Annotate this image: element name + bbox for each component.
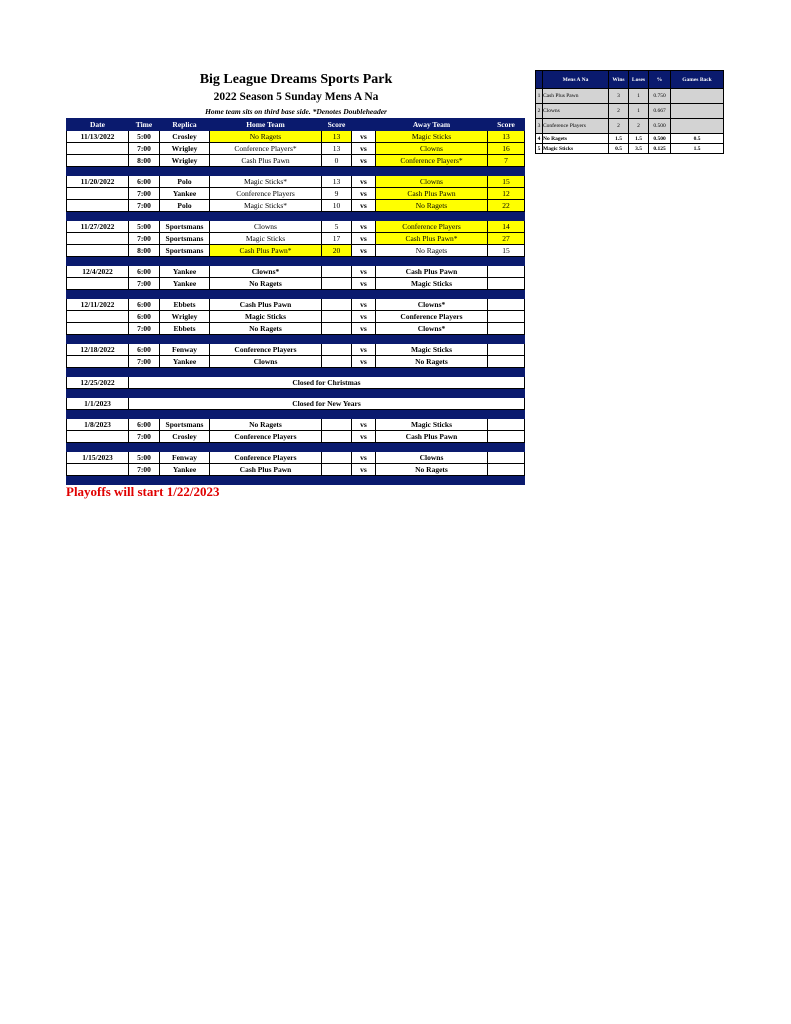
home-team-cell: Cash Plus Pawn — [210, 155, 322, 167]
standings-loses-cell: 1 — [629, 104, 649, 119]
game-time-cell: 6:00 — [129, 176, 160, 188]
away-score-cell — [488, 344, 525, 356]
home-team-cell: Magic Sticks — [210, 233, 322, 245]
game-time-cell: 7:00 — [129, 143, 160, 155]
col-home-score-header: Score — [322, 119, 352, 131]
standings-loses-cell: 1.5 — [629, 134, 649, 144]
game-date-cell — [67, 245, 129, 257]
away-team-cell: Clowns — [376, 452, 488, 464]
vs-cell: vs — [352, 419, 376, 431]
away-team-cell: Clowns* — [376, 323, 488, 335]
vs-cell: vs — [352, 245, 376, 257]
standings-wins-cell: 3 — [609, 89, 629, 104]
away-score-cell — [488, 311, 525, 323]
vs-cell: vs — [352, 452, 376, 464]
away-score-cell: 16 — [488, 143, 525, 155]
vs-cell: vs — [352, 200, 376, 212]
game-row — [67, 188, 525, 200]
standings-games-back-cell: 1.5 — [671, 144, 724, 154]
home-team-cell: Clowns — [210, 221, 322, 233]
col-time-header: Time — [129, 119, 160, 131]
game-replica-cell: Wrigley — [160, 311, 210, 323]
game-time-cell: 7:00 — [129, 431, 160, 443]
game-replica-cell: Sportsmans — [160, 419, 210, 431]
week-separator — [67, 290, 525, 299]
vs-cell: vs — [352, 323, 376, 335]
game-row — [67, 176, 525, 188]
game-date-cell: 11/27/2022 — [67, 221, 129, 233]
game-replica-cell: Yankee — [160, 464, 210, 476]
home-team-cell: Clowns — [210, 356, 322, 368]
game-date-cell — [67, 323, 129, 335]
away-team-cell: No Ragets — [376, 356, 488, 368]
game-row — [67, 464, 525, 476]
standings-row — [536, 144, 724, 154]
standings-pct-cell: 0.125 — [649, 144, 671, 154]
vs-cell: vs — [352, 176, 376, 188]
home-team-cell: Cash Plus Pawn — [210, 299, 322, 311]
home-team-cell: Conference Players — [210, 431, 322, 443]
col-date-header: Date — [67, 119, 129, 131]
game-date-cell — [67, 431, 129, 443]
away-score-cell: 13 — [488, 131, 525, 143]
away-score-cell — [488, 431, 525, 443]
game-time-cell: 6:00 — [129, 344, 160, 356]
standings-games-back-cell — [671, 119, 724, 134]
away-team-cell: Conference Players — [376, 311, 488, 323]
game-replica-cell: Wrigley — [160, 155, 210, 167]
week-separator-bar — [67, 410, 525, 419]
game-time-cell: 7:00 — [129, 356, 160, 368]
home-team-cell: Cash Plus Pawn — [210, 464, 322, 476]
game-replica-cell: Polo — [160, 176, 210, 188]
standings-team-cell: Magic Sticks — [543, 144, 609, 154]
away-score-cell: 7 — [488, 155, 525, 167]
vs-cell: vs — [352, 464, 376, 476]
home-team-cell: Conference Players — [210, 452, 322, 464]
week-separator — [67, 167, 525, 176]
home-score-cell: 17 — [322, 233, 352, 245]
home-team-cell: Magic Sticks* — [210, 200, 322, 212]
home-score-cell — [322, 431, 352, 443]
standings-loses-header: Loses — [629, 71, 649, 89]
game-replica-cell: Sportsmans — [160, 233, 210, 245]
away-team-cell: No Ragets — [376, 464, 488, 476]
vs-cell: vs — [352, 344, 376, 356]
home-team-cell: Cash Plus Pawn* — [210, 245, 322, 257]
game-replica-cell: Yankee — [160, 188, 210, 200]
away-score-cell — [488, 266, 525, 278]
home-score-cell: 10 — [322, 200, 352, 212]
standings-games-back-cell — [671, 104, 724, 119]
home-team-cell: No Ragets — [210, 131, 322, 143]
week-separator-bar — [67, 257, 525, 266]
vs-cell: vs — [352, 311, 376, 323]
closed-reason-cell: Closed for Christmas — [129, 377, 525, 389]
home-score-cell — [322, 299, 352, 311]
standings-pct-header: % — [649, 71, 671, 89]
game-row — [67, 344, 525, 356]
game-time-cell: 7:00 — [129, 233, 160, 245]
standings-wins-cell: 1.5 — [609, 134, 629, 144]
vs-cell: vs — [352, 266, 376, 278]
standings-team-cell: Clowns — [543, 104, 609, 119]
away-team-cell: Magic Sticks — [376, 419, 488, 431]
game-date-cell: 11/13/2022 — [67, 131, 129, 143]
game-time-cell: 5:00 — [129, 131, 160, 143]
game-row — [67, 221, 525, 233]
game-row — [67, 131, 525, 143]
week-separator — [67, 368, 525, 377]
game-replica-cell: Sportsmans — [160, 245, 210, 257]
vs-cell: vs — [352, 233, 376, 245]
game-replica-cell: Ebbets — [160, 323, 210, 335]
standings-row — [536, 119, 724, 134]
away-score-cell: 14 — [488, 221, 525, 233]
standings-wins-cell: 2 — [609, 104, 629, 119]
home-score-cell: 5 — [322, 221, 352, 233]
game-time-cell: 5:00 — [129, 221, 160, 233]
home-team-cell: No Ragets — [210, 278, 322, 290]
home-score-cell — [322, 311, 352, 323]
vs-cell: vs — [352, 131, 376, 143]
home-score-cell: 9 — [322, 188, 352, 200]
standings-rank-cell: 1 — [536, 89, 543, 104]
game-date-cell — [67, 233, 129, 245]
standings-row — [536, 104, 724, 119]
schedule-table — [66, 118, 525, 485]
standings-pct-cell: 0.500 — [649, 134, 671, 144]
away-team-cell: No Ragets — [376, 245, 488, 257]
game-row — [67, 155, 525, 167]
vs-cell: vs — [352, 356, 376, 368]
standings-row — [536, 134, 724, 144]
home-score-cell — [322, 278, 352, 290]
game-date-cell: 12/18/2022 — [67, 344, 129, 356]
standings-pct-cell: 0.667 — [649, 104, 671, 119]
away-score-cell: 12 — [488, 188, 525, 200]
away-team-cell: Cash Plus Pawn* — [376, 233, 488, 245]
away-score-cell: 22 — [488, 200, 525, 212]
vs-cell: vs — [352, 299, 376, 311]
game-row — [67, 299, 525, 311]
game-replica-cell: Yankee — [160, 278, 210, 290]
away-team-cell: Clowns* — [376, 299, 488, 311]
game-row — [67, 278, 525, 290]
game-time-cell: 7:00 — [129, 188, 160, 200]
away-team-cell: Cash Plus Pawn — [376, 188, 488, 200]
game-row — [67, 419, 525, 431]
standings-table — [535, 70, 724, 154]
col-away-score-header: Score — [488, 119, 525, 131]
week-separator-bar — [67, 290, 525, 299]
week-separator — [67, 389, 525, 398]
closed-date-cell: 1/1/2023 — [67, 398, 129, 410]
home-score-cell: 13 — [322, 143, 352, 155]
week-separator — [67, 257, 525, 266]
page-subtitle: 2022 Season 5 Sunday Mens A Na — [213, 91, 379, 103]
game-replica-cell: Fenway — [160, 452, 210, 464]
game-date-cell — [67, 311, 129, 323]
schedule-header-row — [67, 119, 525, 131]
home-score-cell: 0 — [322, 155, 352, 167]
game-row — [67, 452, 525, 464]
home-score-cell — [322, 344, 352, 356]
home-team-cell: No Ragets — [210, 323, 322, 335]
game-time-cell: 8:00 — [129, 155, 160, 167]
game-date-cell — [67, 278, 129, 290]
home-score-cell — [322, 419, 352, 431]
away-team-cell: Magic Sticks — [376, 344, 488, 356]
away-score-cell — [488, 419, 525, 431]
col-home-team-header: Home Team — [210, 119, 322, 131]
game-time-cell: 6:00 — [129, 311, 160, 323]
home-team-cell: Clowns* — [210, 266, 322, 278]
week-separator-bar — [67, 368, 525, 377]
closed-row — [67, 377, 525, 389]
week-separator-bar — [67, 389, 525, 398]
game-date-cell — [67, 188, 129, 200]
home-score-cell — [322, 452, 352, 464]
standings-games-back-cell — [671, 89, 724, 104]
home-score-cell: 20 — [322, 245, 352, 257]
standings-games-back-header: Games Back — [671, 71, 724, 89]
game-date-cell: 1/8/2023 — [67, 419, 129, 431]
closed-date-cell: 12/25/2022 — [67, 377, 129, 389]
game-time-cell: 6:00 — [129, 266, 160, 278]
standings-body — [536, 89, 724, 154]
standings-rank-cell: 4 — [536, 134, 543, 144]
standings-rank-cell: 3 — [536, 119, 543, 134]
week-separator — [67, 410, 525, 419]
standings-rank-cell: 2 — [536, 104, 543, 119]
game-time-cell: 7:00 — [129, 200, 160, 212]
game-replica-cell: Polo — [160, 200, 210, 212]
game-date-cell — [67, 356, 129, 368]
vs-cell: vs — [352, 155, 376, 167]
away-score-cell — [488, 464, 525, 476]
closed-row — [67, 398, 525, 410]
game-replica-cell: Crosley — [160, 431, 210, 443]
standings-header-row — [536, 71, 724, 89]
vs-cell: vs — [352, 431, 376, 443]
standings-team-cell: Cash Plus Pawn — [543, 89, 609, 104]
home-score-cell — [322, 323, 352, 335]
away-score-cell: 15 — [488, 176, 525, 188]
game-time-cell: 5:00 — [129, 452, 160, 464]
game-replica-cell: Crosley — [160, 131, 210, 143]
week-separator-bar — [67, 443, 525, 452]
away-score-cell: 15 — [488, 245, 525, 257]
game-replica-cell: Ebbets — [160, 299, 210, 311]
game-date-cell — [67, 464, 129, 476]
standings-wins-header: Wins — [609, 71, 629, 89]
week-separator-bar — [67, 212, 525, 221]
away-team-cell: Clowns — [376, 143, 488, 155]
away-score-cell: 27 — [488, 233, 525, 245]
week-separator-bar — [67, 335, 525, 344]
game-replica-cell: Sportsmans — [160, 221, 210, 233]
game-date-cell: 1/15/2023 — [67, 452, 129, 464]
vs-cell: vs — [352, 221, 376, 233]
game-date-cell — [67, 200, 129, 212]
game-row — [67, 323, 525, 335]
vs-cell: vs — [352, 143, 376, 155]
home-score-cell — [322, 356, 352, 368]
home-team-cell: Magic Sticks* — [210, 176, 322, 188]
home-score-cell: 13 — [322, 131, 352, 143]
game-date-cell — [67, 155, 129, 167]
standings-team-header: Mens A Na — [543, 71, 609, 89]
home-team-cell: No Ragets — [210, 419, 322, 431]
closed-reason-cell: Closed for New Years — [129, 398, 525, 410]
week-separator — [67, 443, 525, 452]
away-score-cell — [488, 356, 525, 368]
standings-pct-cell: 0.750 — [649, 89, 671, 104]
game-row — [67, 200, 525, 212]
away-score-cell — [488, 299, 525, 311]
page-title: Big League Dreams Sports Park — [199, 72, 393, 87]
game-time-cell: 6:00 — [129, 419, 160, 431]
away-score-cell — [488, 452, 525, 464]
game-replica-cell: Fenway — [160, 344, 210, 356]
game-date-cell: 12/11/2022 — [67, 299, 129, 311]
home-team-cell: Conference Players — [210, 344, 322, 356]
standings-rank-cell: 5 — [536, 144, 543, 154]
home-score-cell: 13 — [322, 176, 352, 188]
away-score-cell — [488, 278, 525, 290]
home-team-cell: Magic Sticks — [210, 311, 322, 323]
game-time-cell: 8:00 — [129, 245, 160, 257]
standings-row — [536, 89, 724, 104]
game-time-cell: 7:00 — [129, 464, 160, 476]
game-time-cell: 6:00 — [129, 299, 160, 311]
away-score-cell — [488, 323, 525, 335]
game-row — [67, 245, 525, 257]
home-team-cell: Conference Players — [210, 188, 322, 200]
vs-cell: vs — [352, 278, 376, 290]
game-replica-cell: Yankee — [160, 356, 210, 368]
home-team-cell: Conference Players* — [210, 143, 322, 155]
schedule-body — [67, 131, 525, 485]
schedule-note: Home team sits on third base side. *Denotes Doubleheader — [205, 107, 387, 116]
standings-rank-header — [536, 71, 543, 89]
week-separator — [67, 212, 525, 221]
game-row — [67, 233, 525, 245]
game-time-cell: 7:00 — [129, 323, 160, 335]
standings-games-back-cell: 0.5 — [671, 134, 724, 144]
away-team-cell: Conference Players — [376, 221, 488, 233]
week-separator — [67, 335, 525, 344]
standings-pct-cell: 0.500 — [649, 119, 671, 134]
col-away-team-header: Away Team — [376, 119, 488, 131]
standings-loses-cell: 2 — [629, 119, 649, 134]
col-replica-header: Replica — [160, 119, 210, 131]
away-team-cell: Clowns — [376, 176, 488, 188]
away-team-cell: Cash Plus Pawn — [376, 431, 488, 443]
game-date-cell — [67, 143, 129, 155]
game-row — [67, 266, 525, 278]
away-team-cell: Conference Players* — [376, 155, 488, 167]
game-row — [67, 143, 525, 155]
col-vs-header — [352, 119, 376, 131]
away-team-cell: Magic Sticks — [376, 131, 488, 143]
away-team-cell: Cash Plus Pawn — [376, 266, 488, 278]
playoffs-notice: Playoffs will start 1/22/2023 — [66, 484, 220, 499]
game-row — [67, 311, 525, 323]
game-date-cell: 11/20/2022 — [67, 176, 129, 188]
away-team-cell: Magic Sticks — [376, 278, 488, 290]
standings-team-cell: No Ragets — [543, 134, 609, 144]
week-separator-bar — [67, 167, 525, 176]
standings-team-cell: Conference Players — [543, 119, 609, 134]
home-score-cell — [322, 266, 352, 278]
standings-loses-cell: 3.5 — [629, 144, 649, 154]
vs-cell: vs — [352, 188, 376, 200]
standings-wins-cell: 0.5 — [609, 144, 629, 154]
game-row — [67, 356, 525, 368]
game-date-cell: 12/4/2022 — [67, 266, 129, 278]
game-row — [67, 431, 525, 443]
game-replica-cell: Yankee — [160, 266, 210, 278]
home-score-cell — [322, 464, 352, 476]
standings-wins-cell: 2 — [609, 119, 629, 134]
game-time-cell: 7:00 — [129, 278, 160, 290]
game-replica-cell: Wrigley — [160, 143, 210, 155]
standings-loses-cell: 1 — [629, 89, 649, 104]
away-team-cell: No Ragets — [376, 200, 488, 212]
